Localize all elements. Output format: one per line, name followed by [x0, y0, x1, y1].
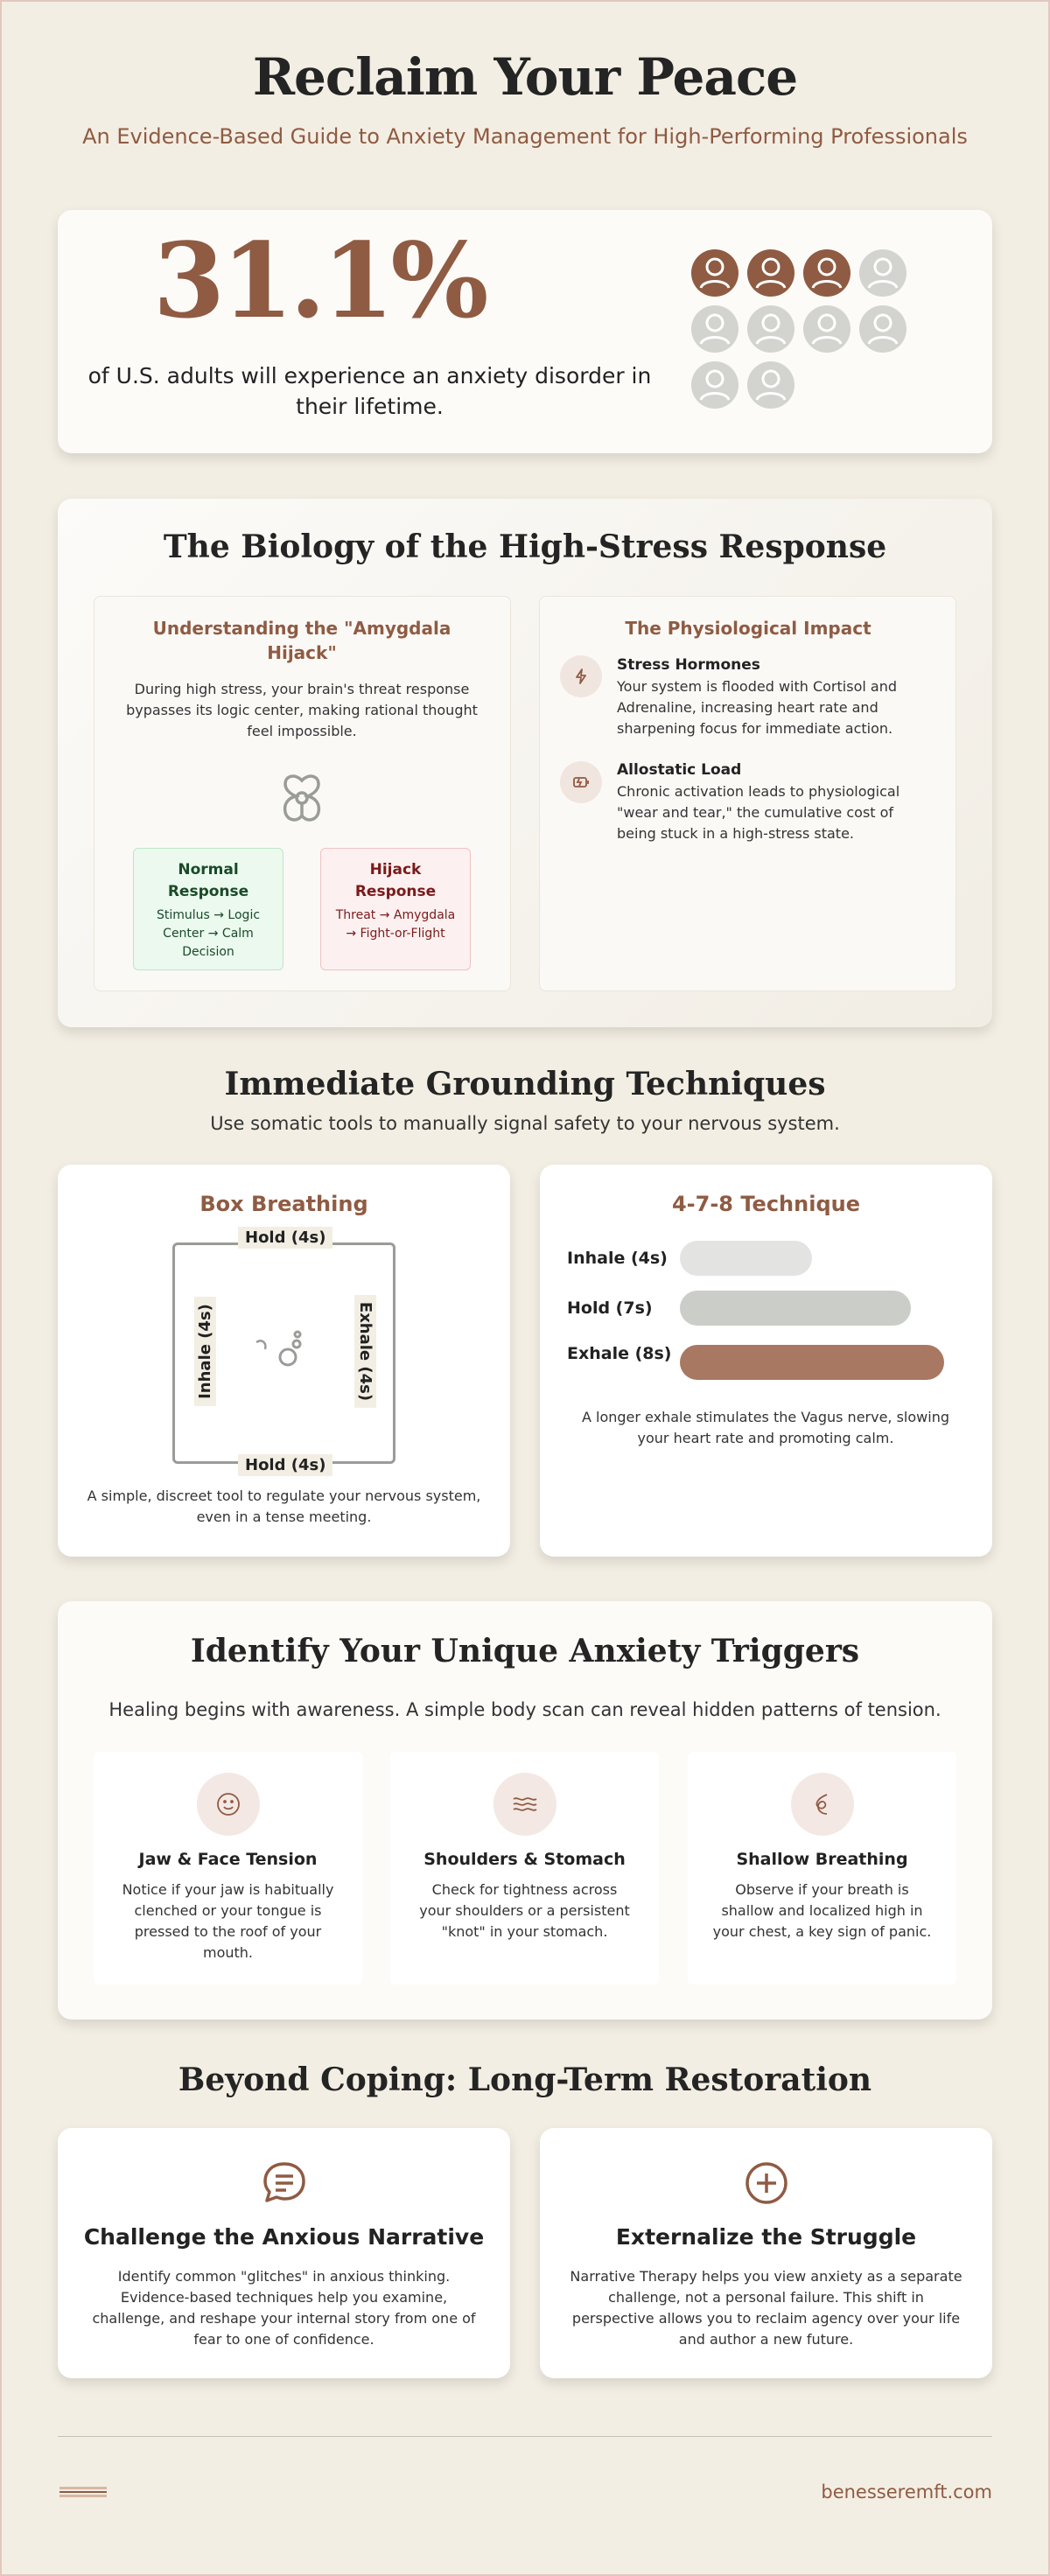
bolt-icon	[560, 655, 602, 697]
box-top-label: Hold (4s)	[238, 1227, 332, 1249]
normal-response-box	[133, 848, 284, 970]
restoration-text: Narrative Therapy helps you view anxiety as a separate challenge, not a personal failure. This shift in perspective allows you to reclaim agency over your life and author a new future.	[570, 2268, 962, 2348]
normal-response-text: Stimulus → Logic Center → Calm Decision	[156, 908, 261, 959]
four78-bar-label: Inhale (4s)	[567, 1249, 668, 1268]
four78-title: 4-7-8 Technique	[671, 1192, 860, 1216]
person-icon	[691, 305, 738, 353]
hijack-response-box	[320, 848, 471, 970]
trigger-title: Shallow Breathing	[736, 1850, 908, 1869]
person-icon	[803, 305, 850, 353]
grounding-title: Immediate Grounding Techniques	[224, 1066, 826, 1102]
hijack-response-text: Threat → Amygdala → Fight-or-Flight	[335, 908, 456, 941]
box-breathing-caption: A simple, discreet tool to regulate your nervous system, even in a tense meeting.	[87, 1488, 481, 1525]
impact-item-text: Chronic activation leads to physiological "wear and tear," the cumulative cost of being stuck in a high-stress state.	[617, 783, 900, 842]
impact-item-text: Your system is flooded with Cortisol and Adrenaline, increasing heart rate and sharpening focus for immediate action.	[617, 678, 897, 737]
battery-icon	[560, 761, 602, 803]
impact-title: The Physiological Impact	[625, 618, 872, 639]
triggers-subtitle: Healing begins with awareness. A simple body scan can reveal hidden patterns of tension.	[108, 1699, 942, 1720]
four78-bar-label: Hold (7s)	[567, 1298, 653, 1318]
four78-bar	[680, 1291, 911, 1326]
trigger-text: Check for tightness across your shoulders or a persistent "knot" in your stomach.	[419, 1881, 630, 1940]
restoration-title: Challenge the Anxious Narrative	[83, 2224, 485, 2250]
stat-value: 31.1%	[153, 220, 486, 341]
person-icon	[859, 249, 906, 297]
box-breathing-title: Box Breathing	[200, 1192, 368, 1216]
trigger-text: Notice if your jaw is habitually clenched or your tongue is pressed to the roof of your mouth.	[122, 1881, 334, 1961]
hijack-response-title: Hijack Response	[354, 861, 437, 900]
person-icon	[747, 305, 794, 353]
trigger-title: Shoulders & Stomach	[424, 1850, 626, 1869]
trigger-title: Jaw & Face Tension	[138, 1850, 318, 1869]
person-icon	[803, 249, 850, 297]
person-icon	[691, 249, 738, 297]
breath-bubbles-icon	[251, 1326, 304, 1376]
plus-circle-icon	[742, 2159, 791, 2211]
beyond-title: Beyond Coping: Long-Term Restoration	[178, 2062, 872, 2098]
person-icon	[859, 305, 906, 353]
four78-bar	[680, 1241, 812, 1276]
triggers-title: Identify Your Unique Anxiety Triggers	[190, 1633, 860, 1670]
impact-item-title: Stress Hormones	[617, 656, 760, 674]
stat-text: of U.S. adults will experience an anxiety disorder in their lifetime.	[88, 363, 652, 419]
person-icon	[747, 361, 794, 409]
footer-divider	[58, 2436, 992, 2437]
trigger-text: Observe if your breath is shallow and localized high in your chest, a key sign of panic.	[712, 1881, 932, 1940]
brand-logo-icon	[60, 2485, 108, 2501]
box-bottom-label: Hold (4s)	[238, 1454, 332, 1476]
normal-response-title: Normal Response	[167, 861, 249, 900]
grounding-subtitle: Use somatic tools to manually signal safety to your nervous system.	[210, 1113, 840, 1134]
person-icon	[747, 249, 794, 297]
four78-bar-label: Exhale (8s)	[567, 1344, 672, 1363]
biology-title: The Biology of the High-Stress Response	[163, 528, 887, 565]
lungs-icon	[791, 1773, 854, 1836]
person-icon	[691, 361, 738, 409]
restoration-title: Externalize the Struggle	[615, 2224, 917, 2250]
smile-icon	[197, 1773, 260, 1836]
box-right-label: Exhale (4s)	[354, 1295, 376, 1408]
page-title: Reclaim Your Peace	[252, 47, 798, 107]
restoration-text: Identify common "glitches" in anxious thinking. Evidence-based techniques help you examine, challenge, and reshape your internal story from one of fear to one of confidence.	[92, 2268, 476, 2348]
page-subtitle: An Evidence-Based Guide to Anxiety Management for High-Performing Professionals	[82, 124, 968, 149]
waves-icon	[494, 1773, 556, 1836]
four78-bar	[680, 1345, 944, 1380]
amygdala-title: Understanding the "Amygdala Hijack"	[152, 618, 452, 663]
brain-icon	[276, 772, 327, 828]
box-left-label: Inhale (4s)	[194, 1297, 216, 1406]
amygdala-text: During high stress, your brain's threat response bypasses its logic center, making rational thought feel impossible.	[126, 681, 478, 739]
chat-icon	[260, 2159, 309, 2209]
impact-item-title: Allostatic Load	[617, 761, 742, 779]
four78-caption: A longer exhale stimulates the Vagus nerve, slowing your heart rate and promoting calm.	[581, 1409, 949, 1446]
footer-website[interactable]: benesseremft.com	[821, 2482, 992, 2502]
